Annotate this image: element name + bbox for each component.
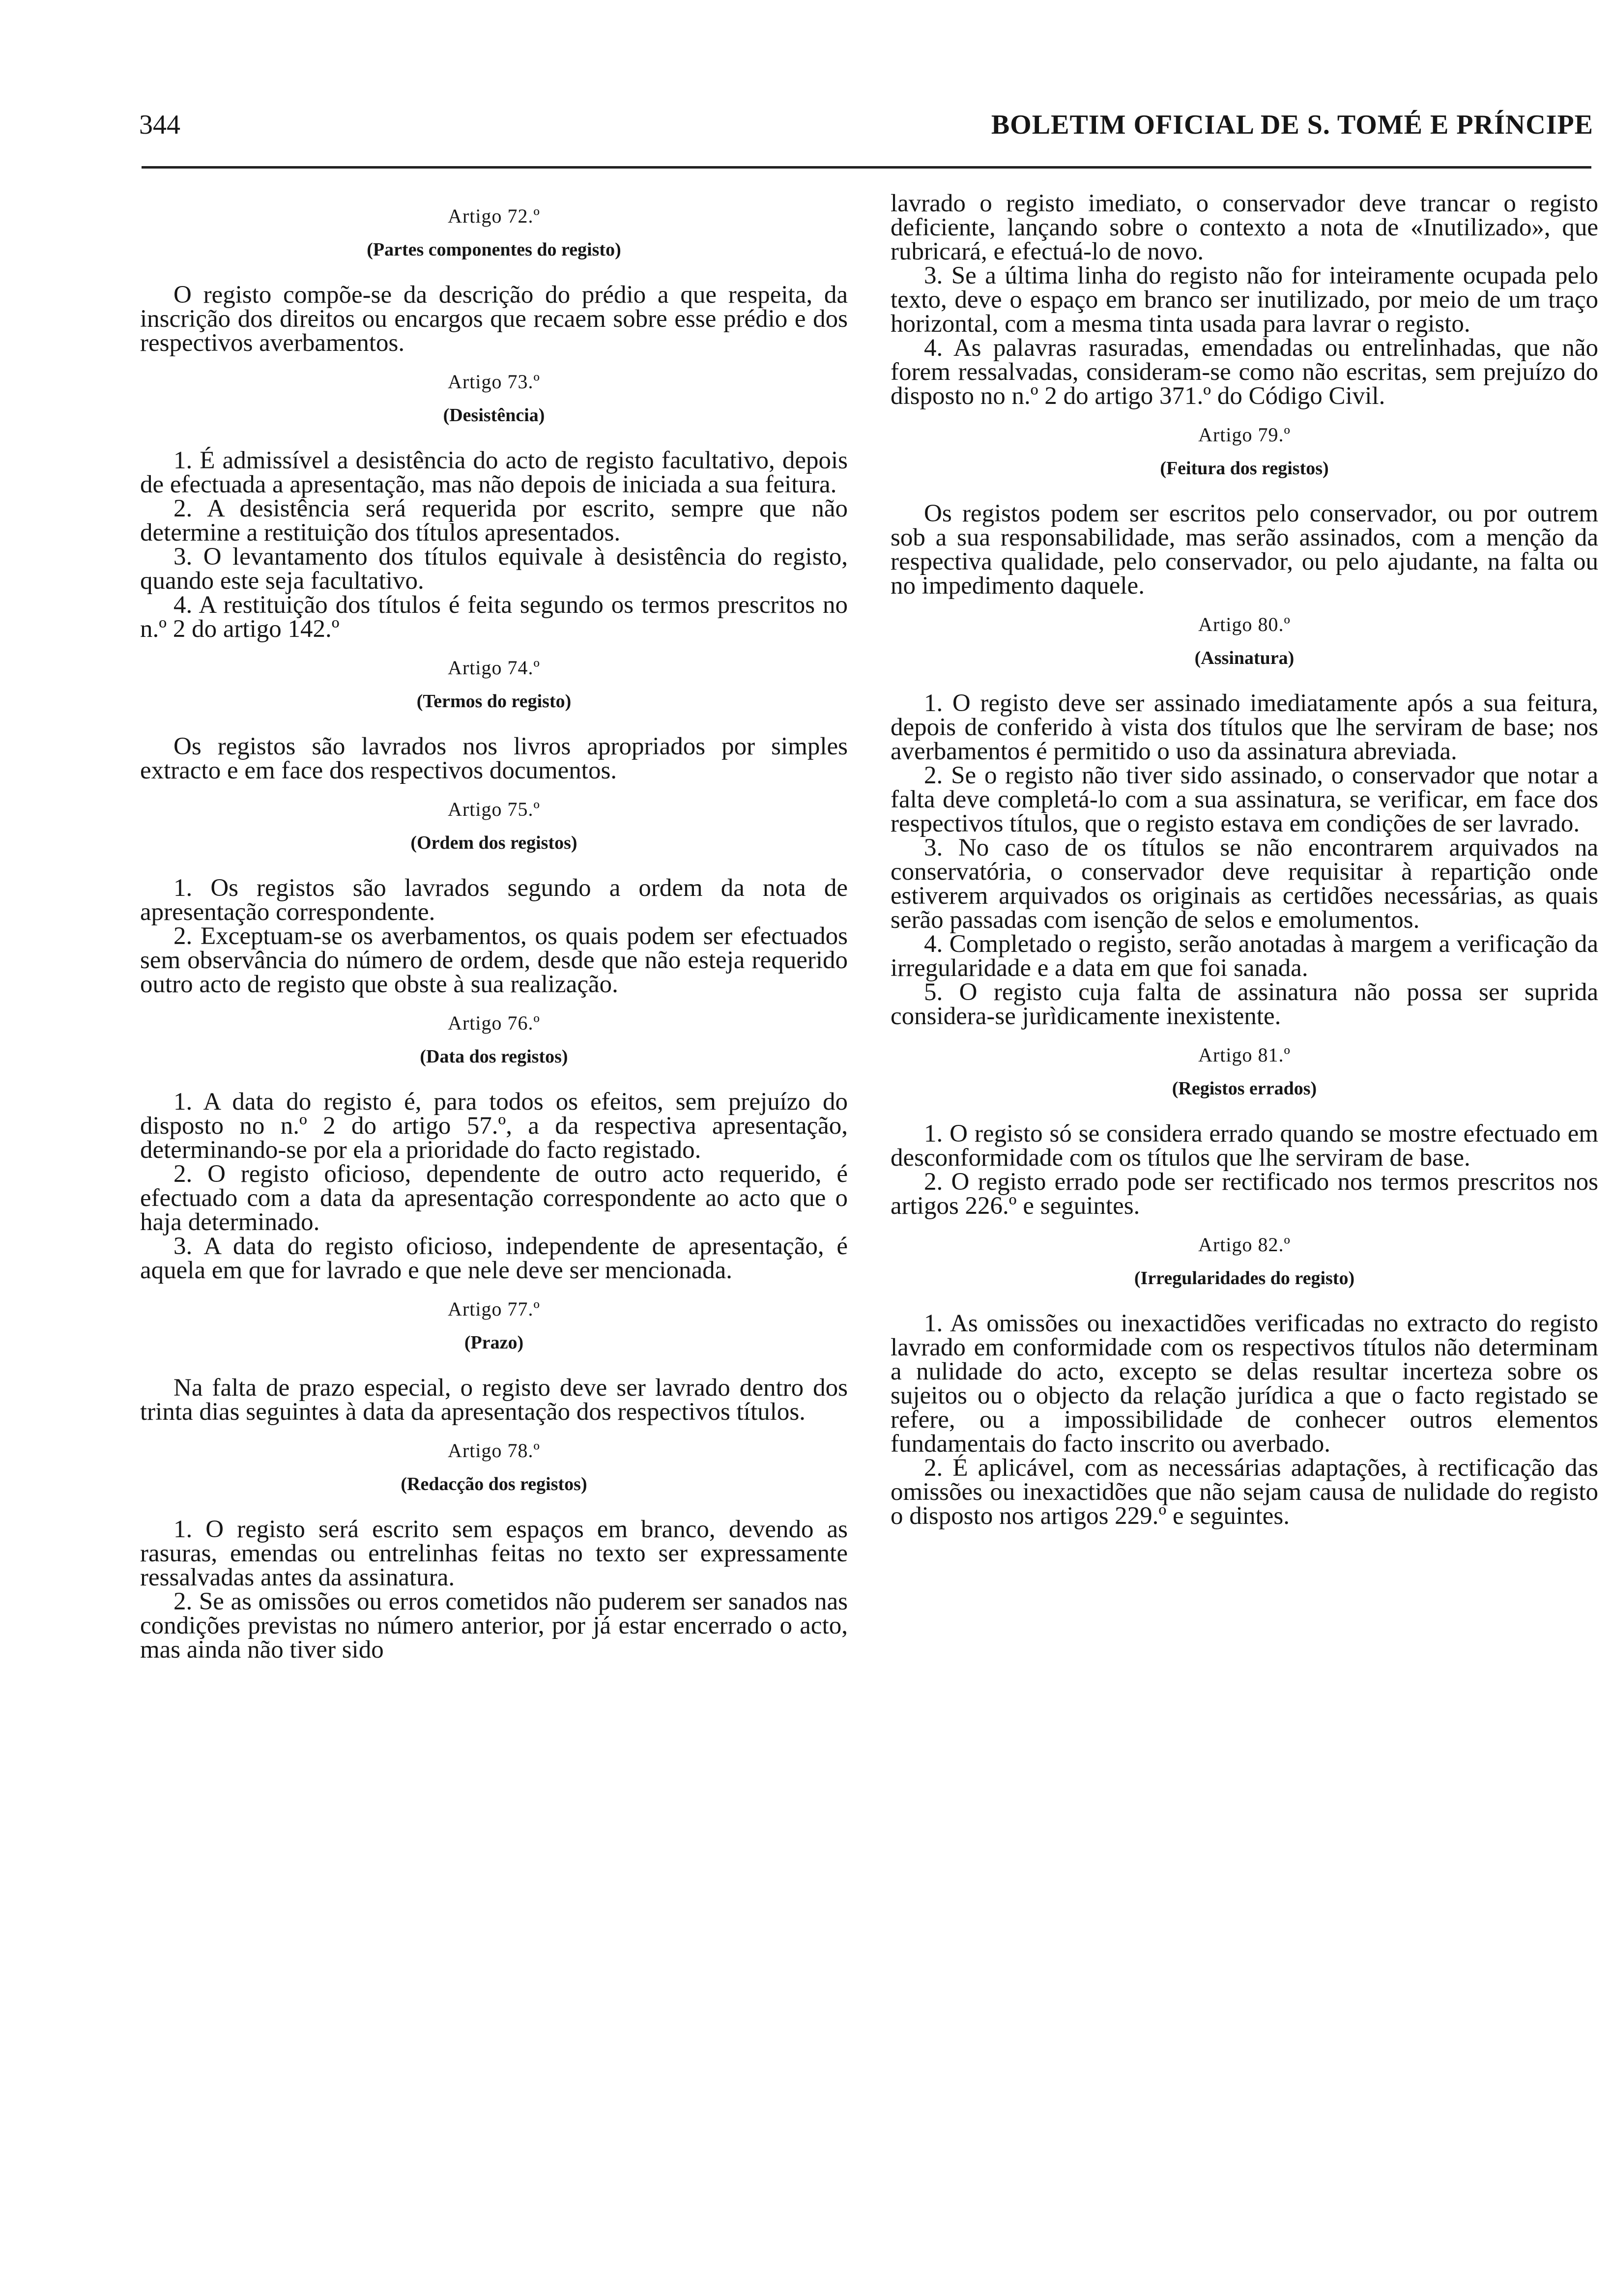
article-title: Artigo 78.º: [448, 1439, 540, 1462]
article-73: [140, 370, 848, 641]
article-74: [140, 656, 848, 783]
article-title: Artigo 74.º: [448, 657, 540, 679]
article-title: Artigo 77.º: [448, 1298, 540, 1320]
article-title: Artigo 76.º: [448, 1012, 540, 1034]
article-subtitle: (Assinatura): [1194, 648, 1295, 668]
article-76: [140, 1011, 848, 1283]
article-title: Artigo 80.º: [1198, 613, 1291, 635]
paragraph: 2. O registo errado pode ser rectificado nos termos prescritos nos artigos 226.º e seguintes.: [891, 1168, 1598, 1220]
article-title: Artigo 79.º: [1198, 424, 1291, 446]
paragraph: 2. Se o registo não tiver sido assinado, o conservador que notar a falta deve completá-lo com a sua assinatura, se verificar, em face dos respectivos títulos, que o registo estava em condições de ser lavrado.: [891, 762, 1598, 837]
paragraph: 1. O registo será escrito sem espaços em branco, devendo as rasuras, emendas ou entrelinhas feitas no texto ser expressamente ressalvadas antes da assinatura.: [140, 1516, 848, 1591]
paragraph: 1. Os registos são lavrados segundo a ordem da nota de apresentação correspondente.: [140, 874, 848, 926]
paragraph: Os registos são lavrados nos livros apropriados por simples extracto e em face dos respectivos documentos.: [140, 733, 848, 784]
article-subtitle: (Partes componentes do registo): [367, 239, 621, 260]
paragraph: 1. O registo deve ser assinado imediatamente após a sua feitura, depois de conferido à vista dos títulos que lhe serviram de base; nos averbamentos é permitido o uso da assinatura abreviada.: [891, 689, 1598, 765]
article-title: Artigo 72.º: [448, 205, 540, 227]
paragraph: 1. As omissões ou inexactidões verificadas no extracto do registo lavrado em conformidade com os respectivos títulos não determinam a nulidade do acto, excepto se delas resultar incerteza sobre os sujeitos ou o objecto da relação jurídica a que o facto registado se refere, ou a impossibilidade de conhecer outros elementos fundamentais do facto inscrito ou averbado.: [891, 1310, 1598, 1458]
paragraph: 1. A data do registo é, para todos os efeitos, sem prejuízo do disposto no n.º 2 do artigo 57.º, a da respectiva apresentação, determinando-se por ela a prioridade do facto registado.: [140, 1088, 848, 1164]
paragraph: 1. O registo só se considera errado quando se mostre efectuado em desconformidade com os títulos que lhe serviram de base.: [891, 1120, 1598, 1172]
article-title: Artigo 73.º: [448, 371, 540, 393]
article-80: [891, 613, 1598, 1029]
paragraph: 3. O levantamento dos títulos equivale à desistência do registo, quando este seja facultativo.: [140, 543, 848, 595]
paragraph: 2. O registo oficioso, dependente de outro acto requerido, é efectuado com a data da apresentação correspondente ao acto que o haja determinado.: [140, 1160, 848, 1236]
journal-title: BOLETIM OFICIAL DE S. TOMÉ E PRÍNCIPE: [991, 110, 1593, 140]
paragraph: 2. Exceptuam-se os averbamentos, os quais podem ser efectuados sem observância do número de ordem, desde que não esteja requerido outro acto de registo que obste à sua realização.: [140, 922, 848, 998]
paragraph: Os registos podem ser escritos pelo conservador, ou por outrem sob a sua responsabilidade, mas serão assinados, com a menção da respectiva qualidade, pelo conservador, ou pelo ajudante, na falta ou no impedimento daquele.: [891, 500, 1598, 600]
paragraph: 4. As palavras rasuradas, emendadas ou entrelinhadas, que não forem ressalvadas, consideram-se como não escritas, sem prejuízo do disposto no n.º 2 do artigo 371.º do Código Civil.: [891, 334, 1598, 410]
article-79: [891, 423, 1598, 598]
article-subtitle: (Termos do registo): [416, 691, 572, 712]
article-title: Artigo 75.º: [448, 798, 540, 820]
paragraph: O registo compõe-se da descrição do prédio a que respeita, da inscrição dos direitos ou encargos que recaem sobre esse prédio e dos respectivos averbamentos.: [140, 281, 848, 357]
article-78-continued: [891, 192, 1598, 408]
article-title: Artigo 82.º: [1198, 1234, 1291, 1256]
page-number: 344: [139, 110, 180, 140]
right-column: [891, 192, 1598, 1543]
paragraph: 4. A restituição dos títulos é feita segundo os termos prescritos no n.º 2 do artigo 142.º: [140, 591, 848, 643]
article-subtitle: (Irregularidades do registo): [1134, 1268, 1355, 1289]
article-subtitle: (Desistência): [443, 405, 545, 426]
article-77: [140, 1297, 848, 1424]
article-subtitle: (Ordem dos registos): [410, 832, 577, 853]
paragraph: 3. Se a última linha do registo não for inteiramente ocupada pelo texto, deve o espaço em branco ser inutilizado, por meio de um traço horizontal, com a mesma tinta usada para lavrar o registo.: [891, 262, 1598, 338]
article-subtitle: (Prazo): [464, 1332, 524, 1353]
left-column: [140, 192, 848, 1677]
article-subtitle: (Registos errados): [1172, 1078, 1317, 1099]
paragraph: 2. É aplicável, com as necessárias adaptações, à rectificação das omissões ou inexactidões que não sejam causa de nulidade do registo o disposto nos artigos 229.º e seguintes.: [891, 1454, 1598, 1530]
paragraph: 1. É admissível a desistência do acto de registo facultativo, depois de efectuada a apresentação, mas não depois de iniciada a sua feitura.: [140, 447, 848, 498]
article-82: [891, 1233, 1598, 1528]
paragraph: 3. No caso de os títulos se não encontrarem arquivados na conservatória, o conservador deve requisitar à repartição onde estiverem arquivados os originais as certidões necessárias, as quais serão passadas com isenção de selos e emolumentos.: [891, 834, 1598, 934]
paragraph: 5. O registo cuja falta de assinatura não possa ser suprida considera-se jurìdicamente inexistente.: [891, 978, 1598, 1030]
paragraph: lavrado o registo imediato, o conservador deve trancar o registo deficiente, lançando sobre o contexto a nota de «Inutilizado», que rubricará, e efectuá-lo de novo.: [891, 190, 1598, 265]
paragraph: 2. Se as omissões ou erros cometidos não puderem ser sanados nas condições previstas no número anterior, por já estar encerrado o acto, mas ainda não tiver sido: [140, 1588, 848, 1664]
article-75: [140, 798, 848, 997]
header-rule: [142, 166, 1591, 169]
article-72: [140, 204, 848, 355]
paragraph: 2. A desistência será requerida por escrito, sempre que não determine a restituição dos títulos apresentados.: [140, 495, 848, 546]
paragraph: Na falta de prazo especial, o registo deve ser lavrado dentro dos trinta dias seguintes à data da apresentação dos respectivos títulos.: [140, 1374, 848, 1426]
article-title: Artigo 81.º: [1198, 1044, 1291, 1066]
paragraph: 4. Completado o registo, serão anotadas à margem a verificação da irregularidade e a data em que foi sanada.: [891, 930, 1598, 982]
article-subtitle: (Feitura dos registos): [1160, 458, 1329, 479]
article-subtitle: (Redacção dos registos): [401, 1474, 587, 1494]
article-subtitle: (Data dos registos): [420, 1046, 568, 1067]
article-78: [140, 1439, 848, 1662]
paragraph: 3. A data do registo oficioso, independente de apresentação, é aquela em que for lavrado e que nele deve ser mencionada.: [140, 1233, 848, 1284]
article-81: [891, 1043, 1598, 1218]
